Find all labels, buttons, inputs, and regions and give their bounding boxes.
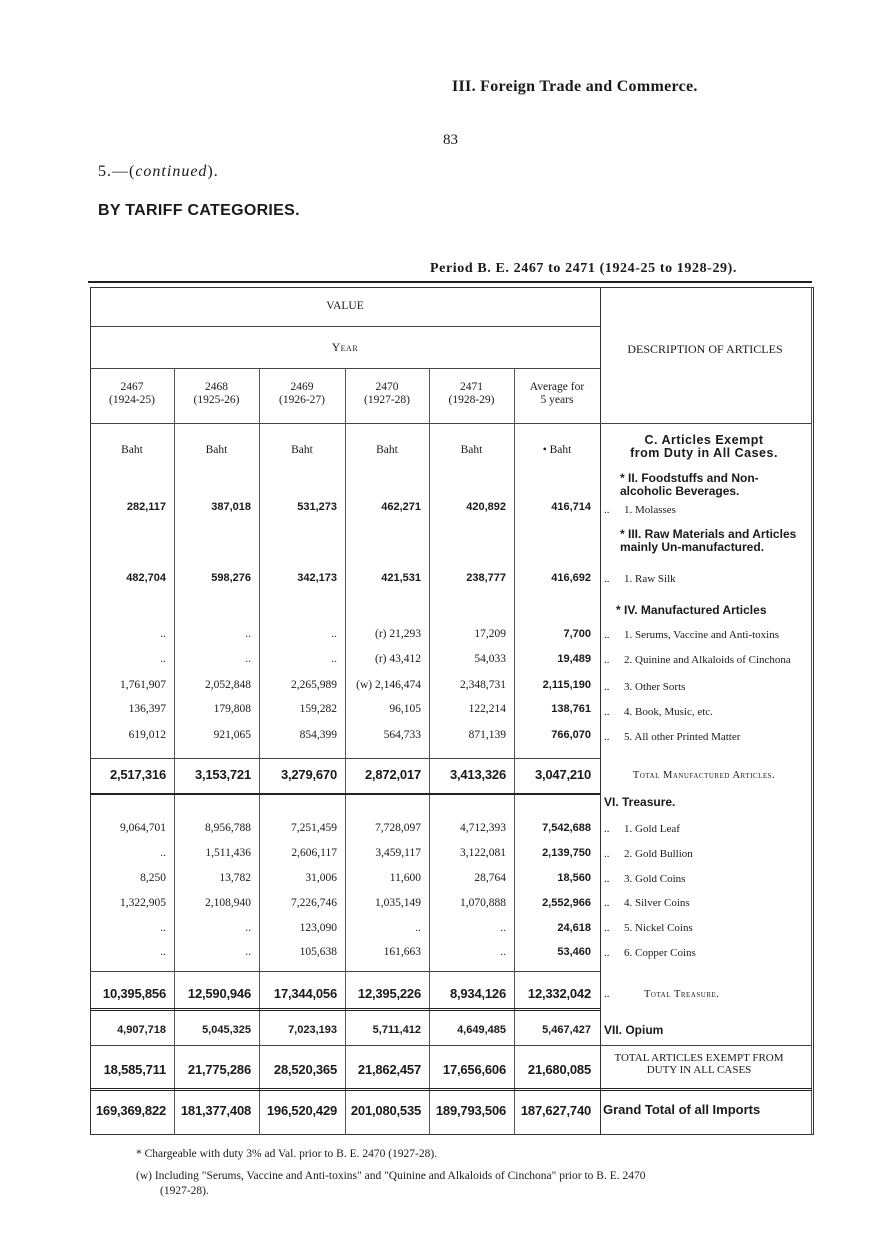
row-label: .. 2. Quinine and Alkaloids of Cinchona — [604, 654, 791, 666]
table-cell: 2,348,731 — [460, 679, 506, 691]
table-cell: 12,332,042 — [527, 986, 591, 1001]
column-year-2469: 2469 (1926-27) — [279, 381, 325, 406]
table-cell: 871,139 — [468, 729, 506, 741]
year-header: Year — [331, 342, 359, 354]
table-cell: 3,459,117 — [375, 847, 421, 859]
description-divider — [600, 287, 601, 1135]
table-cell: 54,033 — [474, 653, 506, 665]
table-cell: .. — [500, 922, 506, 934]
table-cell: 189,793,506 — [435, 1103, 506, 1118]
table-cell: 416,692 — [551, 572, 591, 584]
total-rule — [90, 758, 600, 759]
table-cell: 8,250 — [140, 872, 166, 884]
table-cell: 3,413,326 — [449, 767, 506, 782]
table-cell: 921,065 — [213, 729, 251, 741]
table-cell: 342,173 — [297, 572, 337, 584]
column-divider — [259, 368, 260, 1135]
table-cell: 2,265,989 — [291, 679, 337, 691]
table-cell: 138,761 — [551, 703, 591, 715]
table-cell: (w) 2,146,474 — [356, 679, 421, 691]
table-cell: 2,552,966 — [542, 897, 591, 909]
table-cell: 766,070 — [551, 729, 591, 741]
table-cell: 18,585,711 — [103, 1062, 166, 1077]
row-label: .. 3. Other Sorts — [604, 681, 686, 693]
row-label: .. 5. All other Printed Matter — [604, 731, 741, 743]
table-cell: .. — [245, 653, 251, 665]
footnote-w: (w) Including "Serums, Vaccine and Anti-toxins" and "Quinine and Alkaloids of Cinchona" prior to B. E. 2470 (1927-28). — [136, 1170, 646, 1197]
unit-label: Baht — [460, 444, 483, 456]
table-cell: 462,271 — [381, 501, 421, 513]
table-cell: 122,214 — [468, 703, 506, 715]
page-subtitle: BY TARIFF CATEGORIES. — [98, 202, 300, 219]
table-cell: 7,023,193 — [288, 1024, 337, 1036]
row-label: .. 1. Raw Silk — [604, 573, 676, 585]
table-cell: 136,397 — [128, 703, 166, 715]
table-cell: .. — [415, 922, 421, 934]
footnote-star: * Chargeable with duty 3% ad Val. prior to B. E. 2470 (1927-28). — [136, 1148, 438, 1160]
table-cell: 96,105 — [389, 703, 421, 715]
table-cell: 482,704 — [126, 572, 166, 584]
page-number: 83 — [443, 132, 458, 148]
unit-label: Baht — [376, 444, 398, 456]
table-cell: 619,012 — [128, 729, 166, 741]
table-cell: .. — [500, 946, 506, 958]
table-cell: 4,712,393 — [460, 822, 506, 834]
table-cell: 4,649,485 — [457, 1024, 506, 1036]
table-cell: 2,606,117 — [291, 847, 337, 859]
table-cell: 17,344,056 — [273, 986, 337, 1001]
table-cell: 123,090 — [299, 922, 337, 934]
table-cell: 196,520,429 — [266, 1103, 337, 1118]
table-cell: 7,542,688 — [542, 822, 591, 834]
table-cell: 854,399 — [299, 729, 337, 741]
table-cell: 8,956,788 — [205, 822, 251, 834]
total-rule — [90, 793, 600, 795]
table-cell: (r) 21,293 — [375, 628, 421, 640]
table-cell: 10,395,856 — [102, 986, 166, 1001]
table-cell: .. — [160, 946, 166, 958]
table-cell: 531,273 — [297, 501, 337, 513]
table-cell: 18,560 — [557, 872, 591, 884]
table-cell: .. — [160, 847, 166, 859]
table-cell: 24,618 — [557, 922, 591, 934]
unit-label: Baht — [121, 444, 143, 456]
table-cell: 159,282 — [299, 703, 337, 715]
table-cell: 7,226,746 — [291, 897, 337, 909]
header-rule — [90, 423, 812, 424]
table-cell: 31,006 — [305, 872, 337, 884]
column-year-2470: 2470 (1927-28) — [364, 381, 410, 406]
table-cell: 179,808 — [213, 703, 251, 715]
table-cell: 2,108,940 — [205, 897, 251, 909]
table-cell: 13,782 — [219, 872, 251, 884]
table-cell: 53,460 — [557, 946, 591, 958]
table-cell: .. — [245, 946, 251, 958]
row-label-total: TOTAL ARTICLES EXEMPT FROM DUTY IN ALL CASES — [614, 1052, 784, 1076]
row-label: .. 4. Book, Music, etc. — [604, 706, 713, 718]
table-cell: 187,627,740 — [520, 1103, 591, 1118]
value-header: VALUE — [326, 300, 364, 312]
category-heading: VI. Treasure. — [604, 795, 676, 809]
table-cell: .. — [245, 922, 251, 934]
table-cell: 2,115,190 — [542, 679, 591, 691]
table-cell: 4,907,718 — [117, 1024, 166, 1036]
table-cell: 5,467,427 — [542, 1024, 591, 1036]
table-cell: 1,761,907 — [120, 679, 166, 691]
top-rule — [88, 281, 812, 283]
table-frame-edge — [811, 287, 815, 1135]
column-year-2467: 2467 (1924-25) — [109, 381, 155, 406]
column-divider — [514, 368, 515, 1135]
column-divider — [345, 368, 346, 1135]
table-cell: 8,934,126 — [449, 986, 506, 1001]
table-cell: .. — [160, 653, 166, 665]
table-cell: 416,714 — [551, 501, 591, 513]
table-cell: 21,862,457 — [357, 1062, 421, 1077]
table-cell: 28,520,365 — [273, 1062, 337, 1077]
table-cell: 1,322,905 — [120, 897, 166, 909]
section-header: III. Foreign Trade and Commerce. — [452, 78, 698, 95]
table-cell: 3,153,721 — [194, 767, 251, 782]
category-heading: VII. Opium — [604, 1023, 664, 1037]
column-year-2471: 2471 (1928-29) — [448, 381, 495, 406]
table-cell: 7,251,459 — [291, 822, 337, 834]
table-cell: 9,064,701 — [120, 822, 166, 834]
table-cell: 12,395,226 — [357, 986, 421, 1001]
row-label: .. 1. Serums, Vaccine and Anti-toxins — [604, 629, 779, 641]
category-heading: * III. Raw Materials and Articles mainly Un-manufactured. — [620, 527, 797, 554]
table-cell: 21,775,286 — [187, 1062, 251, 1077]
table-cell: 2,872,017 — [364, 767, 421, 782]
total-rule — [90, 971, 600, 972]
table-cell: 28,764 — [474, 872, 506, 884]
table-cell: 598,276 — [211, 572, 251, 584]
category-heading: * II. Foodstuffs and Non-alcoholic Beverages. — [620, 471, 759, 498]
category-heading: * IV. Manufactured Articles — [616, 603, 767, 617]
period-caption: Period B. E. 2467 to 2471 (1924-25 to 1928-29). — [430, 261, 738, 276]
row-label: .. 5. Nickel Coins — [604, 922, 693, 934]
row-label-total: .. Total Treasure. — [604, 988, 720, 1000]
unit-label: Baht — [291, 444, 313, 456]
table-cell: 17,656,606 — [442, 1062, 506, 1077]
table-cell: 1,035,149 — [375, 897, 421, 909]
table-cell: .. — [245, 628, 251, 640]
table-cell: 21,680,085 — [527, 1062, 591, 1077]
table-cell: 5,045,325 — [202, 1024, 251, 1036]
table-cell: 2,517,316 — [109, 767, 166, 782]
table-cell: 7,728,097 — [375, 822, 421, 834]
table-cell: 201,080,535 — [350, 1103, 421, 1118]
table-cell: 2,052,848 — [205, 679, 251, 691]
table-cell: 169,369,822 — [95, 1103, 166, 1118]
table-cell: 181,377,408 — [180, 1103, 251, 1118]
table-cell: 421,531 — [381, 572, 421, 584]
table-cell: 238,777 — [466, 572, 506, 584]
header-rule — [90, 326, 600, 327]
description-header: DESCRIPTION OF ARTICLES — [627, 342, 783, 356]
table-cell: 1,511,436 — [205, 847, 251, 859]
row-label: .. 1. Molasses — [604, 504, 676, 516]
table-cell: 3,279,670 — [280, 767, 337, 782]
grand-total-label: Grand Total of all Imports — [603, 1102, 761, 1117]
header-rule — [90, 368, 600, 369]
total-rule — [90, 1045, 812, 1046]
unit-label: • Baht — [542, 444, 572, 456]
unit-label: Baht — [205, 444, 228, 456]
row-label: .. 6. Copper Coins — [604, 947, 696, 959]
table-cell: 5,711,412 — [372, 1024, 421, 1036]
table-cell: 420,892 — [466, 501, 506, 513]
table-cell: 11,600 — [389, 872, 421, 884]
row-label: .. 3. Gold Coins — [604, 873, 686, 885]
section-c-heading: C. Articles Exempt from Duty in All Cases. — [630, 433, 778, 460]
column-average: Average for 5 years — [529, 381, 585, 406]
row-label: .. 4. Silver Coins — [604, 897, 690, 909]
row-label-total: Total Manufactured Articles. — [632, 770, 776, 781]
table-cell: 387,018 — [211, 501, 251, 513]
table-cell: 12,590,946 — [187, 986, 251, 1001]
table-cell: 1,070,888 — [460, 897, 506, 909]
total-rule — [90, 1088, 812, 1091]
column-divider — [174, 368, 175, 1135]
table-cell: 161,663 — [383, 946, 421, 958]
table-cell: 17,209 — [474, 628, 506, 640]
table-cell: 282,117 — [126, 501, 166, 513]
table-cell: .. — [331, 653, 337, 665]
table-cell: .. — [331, 628, 337, 640]
table-cell: (r) 43,412 — [375, 653, 421, 665]
table-cell: 7,700 — [563, 628, 591, 640]
continued-label: 5.—(continued). — [98, 163, 219, 180]
table-cell: .. — [160, 628, 166, 640]
row-label: .. 1. Gold Leaf — [604, 823, 680, 835]
table-cell: 564,733 — [383, 729, 421, 741]
column-year-2468: 2468 (1925-26) — [193, 381, 240, 406]
column-divider — [429, 368, 430, 1135]
table-cell: 105,638 — [299, 946, 337, 958]
total-rule — [90, 1008, 600, 1011]
table-cell: 19,489 — [557, 653, 591, 665]
table-cell: .. — [160, 922, 166, 934]
table-cell: 2,139,750 — [542, 847, 591, 859]
table-cell: 3,047,210 — [534, 767, 591, 782]
table-cell: 3,122,081 — [460, 847, 506, 859]
row-label: .. 2. Gold Bullion — [604, 848, 693, 860]
